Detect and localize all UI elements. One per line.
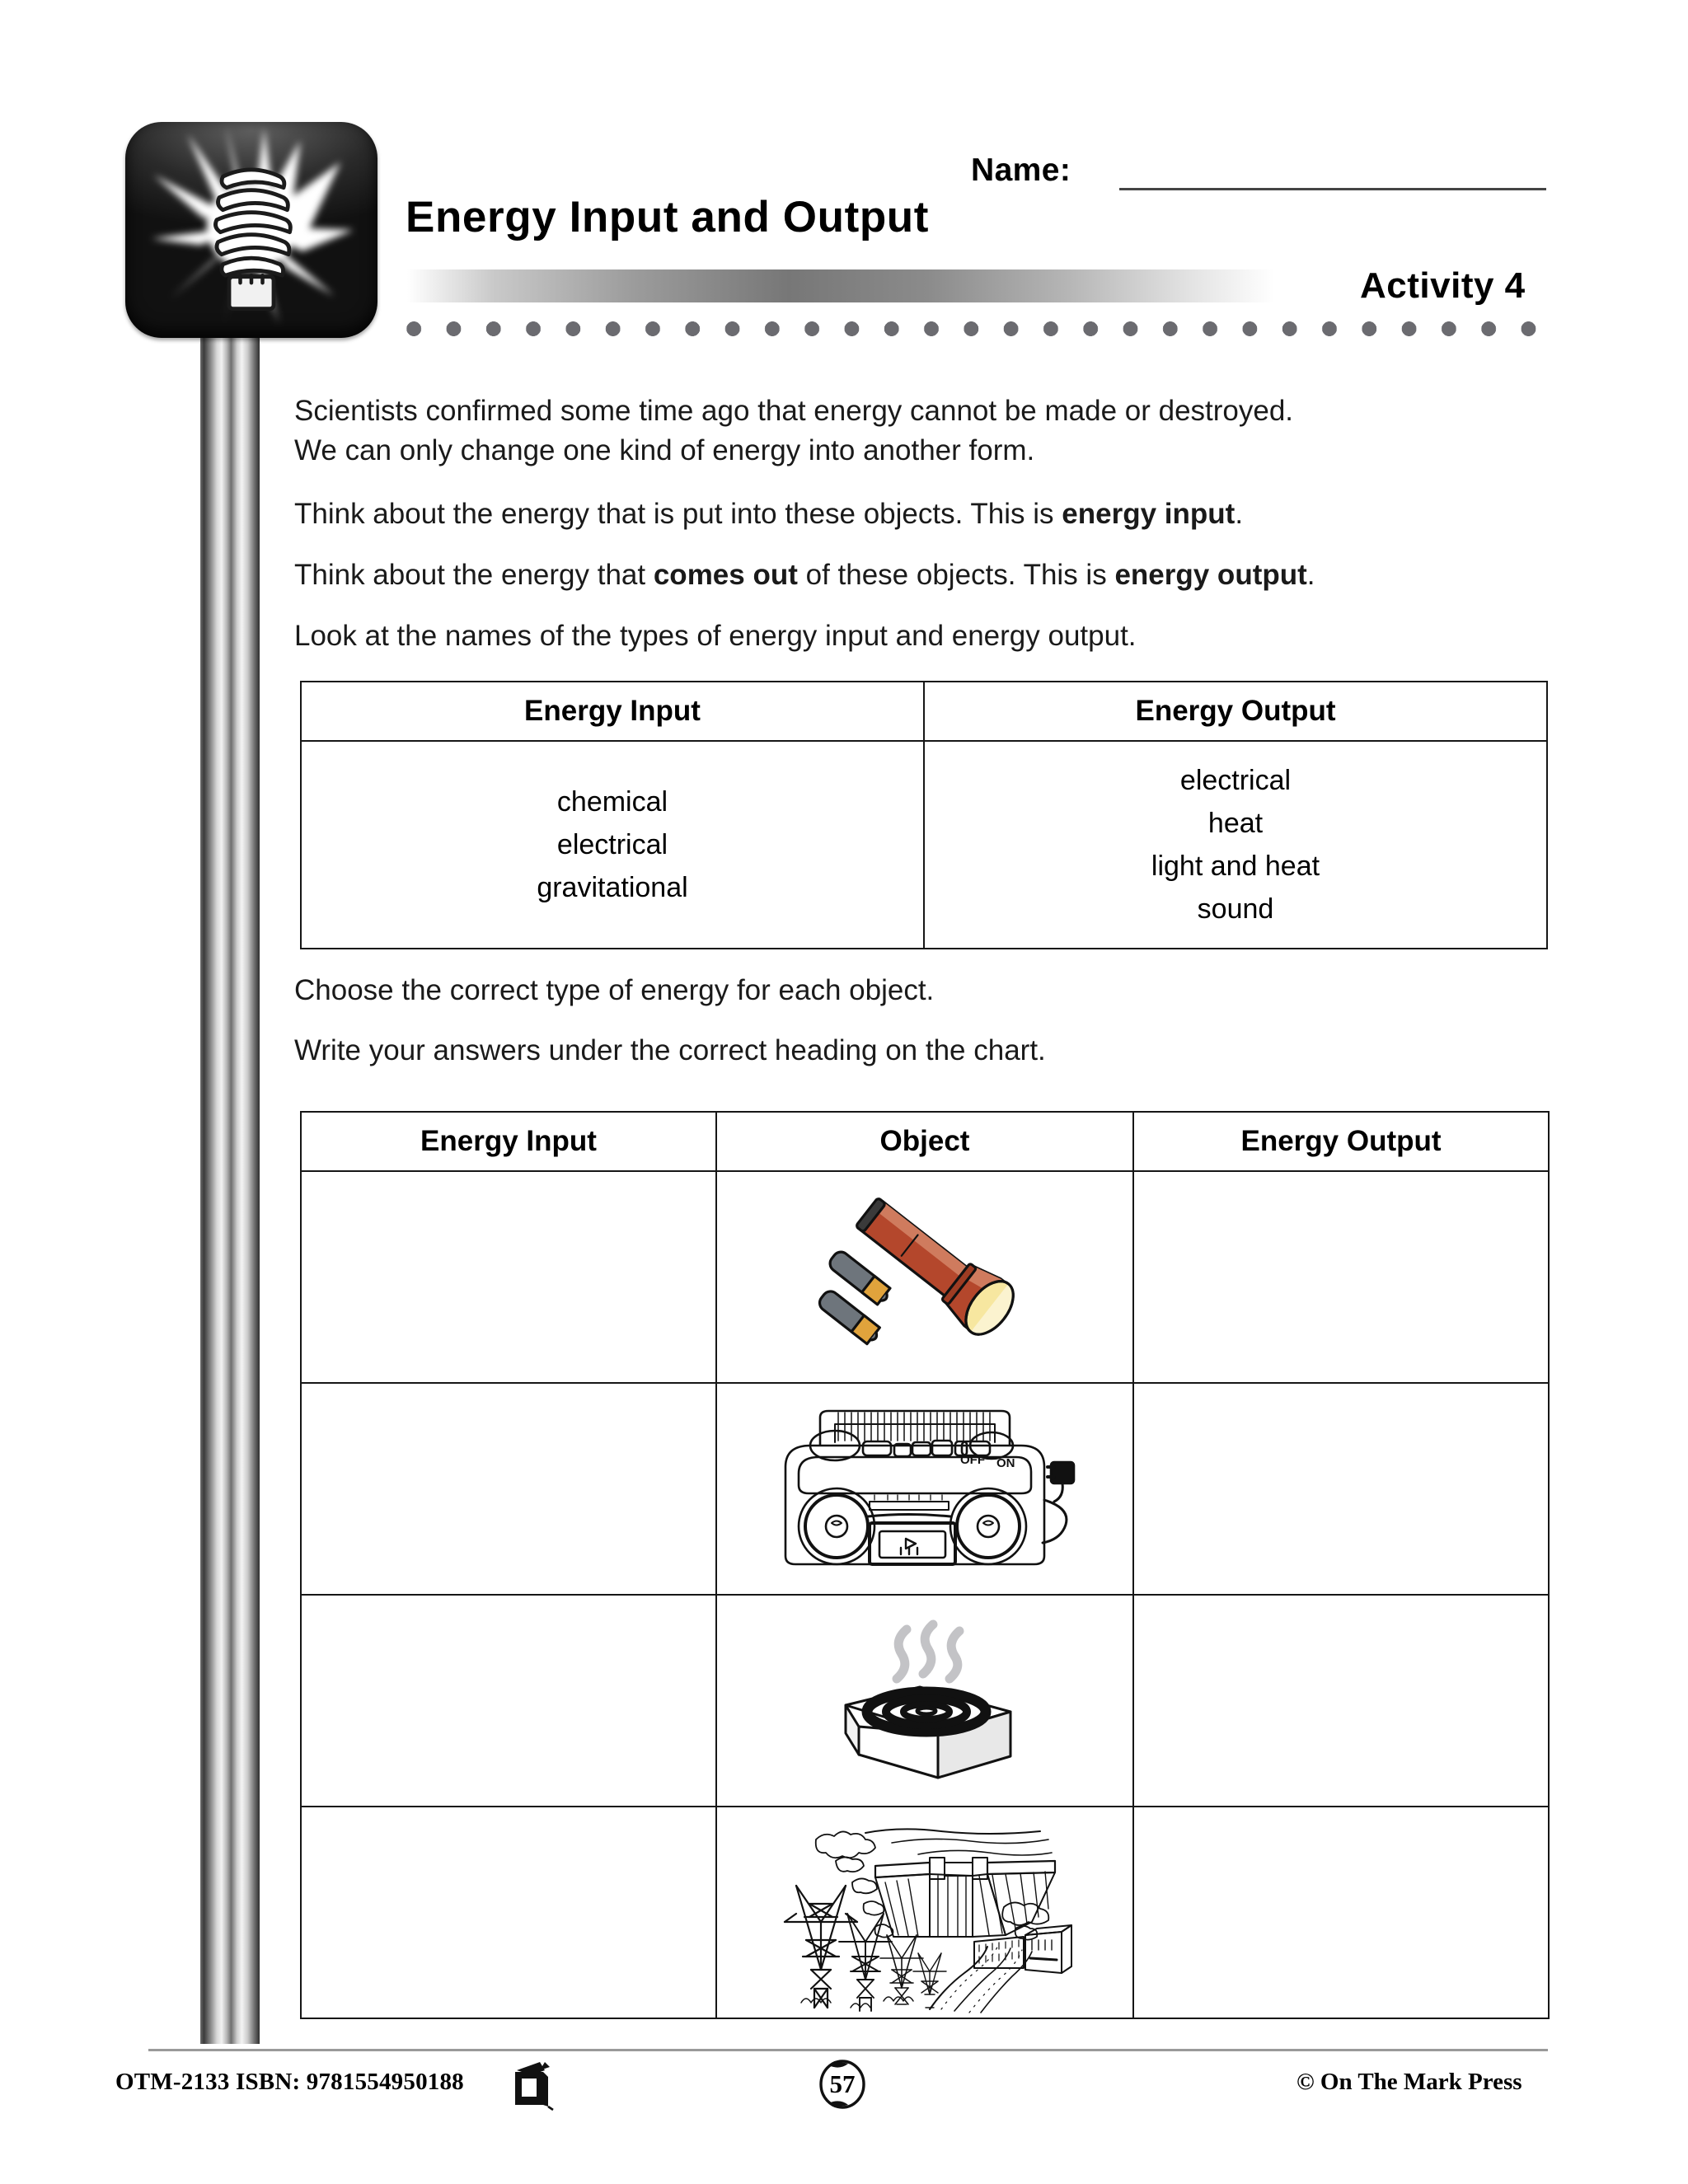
- energy-input-answer-blank[interactable]: [301, 1171, 716, 1383]
- energy-output-sentence-pre: Think about the energy that: [294, 559, 654, 591]
- list-item: electrical: [1179, 765, 1292, 796]
- name-label: Name:: [971, 152, 1071, 188]
- intro-line-2: We can only change one kind of energy into another form.: [294, 434, 1035, 466]
- table-row: [301, 1171, 1549, 1383]
- energy-input-term: energy input: [1062, 498, 1236, 530]
- answer-header-object: Object: [716, 1112, 1133, 1171]
- object-cell-flashlight: [716, 1171, 1133, 1383]
- energy-output-sentence-mid: of these objects. This is: [797, 559, 1115, 591]
- radio-boombox-icon: [717, 1384, 1132, 1594]
- decorative-metal-pole: [200, 247, 260, 2044]
- reference-header-energy-output: Energy Output: [924, 682, 1547, 741]
- list-item: sound: [1197, 893, 1274, 925]
- dotted-divider: [394, 321, 1548, 336]
- comes-out-term: comes out: [653, 559, 798, 591]
- energy-output-answer-blank[interactable]: [1133, 1807, 1549, 2018]
- object-energy-answer-table: [300, 1111, 1550, 2019]
- object-cell-radio: [716, 1383, 1133, 1595]
- list-item: chemical: [556, 786, 668, 818]
- intro-line-1: Scientists confirmed some time ago that energy cannot be made or destroyed.: [294, 395, 1294, 427]
- reference-header-energy-input: Energy Input: [301, 682, 924, 741]
- energy-input-paragraph: [294, 494, 1514, 534]
- answer-header-energy-input: Energy Input: [301, 1112, 716, 1171]
- energy-output-options-cell: [924, 741, 1547, 949]
- light-bulb-burst-icon: [125, 122, 377, 338]
- object-cell-hot-plate: [716, 1595, 1133, 1807]
- page-number: 57: [829, 2069, 856, 2098]
- energy-input-answer-blank[interactable]: [301, 1807, 716, 2018]
- list-item: gravitational: [537, 872, 688, 903]
- object-cell-hydroelectric-dam: [716, 1807, 1133, 2018]
- energy-output-sentence-post: .: [1306, 559, 1315, 591]
- energy-input-sentence-post: .: [1235, 498, 1244, 530]
- look-at-names-paragraph: Look at the names of the types of energy input and energy output.: [294, 620, 1137, 652]
- energy-output-paragraph: [294, 555, 1514, 595]
- answer-header-energy-output: Energy Output: [1133, 1112, 1549, 1171]
- table-row: [301, 1807, 1549, 2018]
- header-gradient-bar: [407, 269, 1274, 302]
- radio-on-label: ON: [996, 1455, 1015, 1470]
- compact-fluorescent-bulb-icon: [190, 147, 313, 320]
- instruction-choose-energy: Choose the correct type of energy for each object.: [294, 974, 935, 1006]
- energy-input-answer-blank[interactable]: [301, 1383, 716, 1595]
- energy-input-options-cell: [301, 741, 924, 949]
- footer-catalog-code: OTM-2133 ISBN: 9781554950188: [115, 2069, 464, 2095]
- intro-paragraph: [294, 391, 1514, 471]
- energy-output-answer-blank[interactable]: [1133, 1595, 1549, 1807]
- energy-output-answer-blank[interactable]: [1133, 1383, 1549, 1595]
- energy-types-reference-table: [300, 681, 1548, 949]
- dam-illustration: [768, 1811, 1081, 2013]
- energy-input-sentence-pre: Think about the energy that is put into these objects. This is: [294, 498, 1062, 530]
- table-header-row: [301, 1112, 1549, 1171]
- table-header-row: [301, 682, 1547, 741]
- instruction-write-answers: Write your answers under the correct heading on the chart.: [294, 1034, 1046, 1066]
- energy-output-answer-blank[interactable]: [1133, 1171, 1549, 1383]
- energy-output-term: energy output: [1114, 559, 1307, 591]
- boombox-illustration: [764, 1394, 1085, 1584]
- list-item: heat: [1207, 808, 1264, 839]
- footer-copyright: © On The Mark Press: [1296, 2069, 1522, 2095]
- table-row: [301, 1383, 1549, 1595]
- list-item: light and heat: [1151, 851, 1320, 882]
- name-write-in-line[interactable]: [1119, 188, 1546, 190]
- table-row: [301, 741, 1547, 949]
- page-title: Energy Input and Output: [406, 193, 930, 241]
- hot-plate-illustration: [818, 1608, 1032, 1793]
- page-number-badge: [812, 2059, 873, 2110]
- hot-plate-stove-burner-icon: [717, 1596, 1132, 1806]
- open-book-icon: [507, 2059, 558, 2111]
- footer-divider: [148, 2049, 1548, 2051]
- activity-label: Activity 4: [1360, 265, 1526, 306]
- table-row: [301, 1595, 1549, 1807]
- flashlight-with-batteries-icon: [717, 1172, 1132, 1382]
- list-item: electrical: [556, 829, 668, 860]
- hydroelectric-dam-icon: [717, 1807, 1132, 2018]
- energy-input-answer-blank[interactable]: [301, 1595, 716, 1807]
- radio-off-label: OFF: [960, 1452, 985, 1467]
- flashlight-illustration: [801, 1191, 1048, 1364]
